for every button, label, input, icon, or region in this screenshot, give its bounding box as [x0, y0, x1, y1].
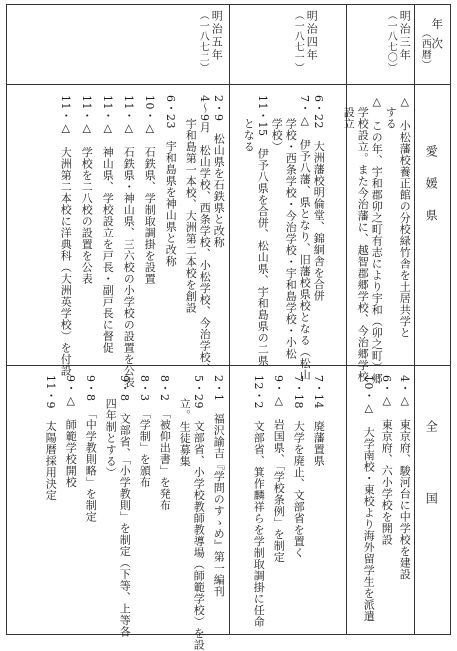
zenkoku-meiji5-line-9: 9・△ 師範学校開校	[64, 375, 78, 488]
era-meiji4-year: （一八七一）	[292, 10, 304, 73]
zenkoku-column-label: 全国	[424, 420, 439, 564]
ehime-meiji5-line-2: 4〜9月 松山学校、西条学校、小松学校、今治学校、	[198, 95, 212, 375]
ehime-meiji4-line-3: 学校・西条学校・今治学校・宇和島学校・小松	[284, 95, 298, 360]
divider-after-meiji4	[229, 4, 230, 635]
ehime-meiji3-line-4: 学校設立。また今治藩に、越智郡郷学校、今治郷学校	[356, 95, 370, 383]
zenkoku-meiji4-line-2: 7・18 大学を廃止、文部省を置く	[292, 375, 306, 559]
zenkoku-meiji3-line-2: 6・△ 東京府、六小学校を開設	[380, 375, 394, 546]
divider-ehime-zenkoku	[6, 365, 451, 366]
zenkoku-meiji5-line-7: 四年制とする）	[104, 375, 118, 479]
zenkoku-meiji5-line-2: 5・29 文部省、小学校教師教導場（師範学校）を設	[192, 375, 206, 651]
ehime-meiji5-line-7: 11・△ 神山県、学校設立を戸長・副戸長に督促	[101, 95, 115, 354]
divider-header-year	[414, 84, 451, 85]
ehime-meiji4-line-5: 11・15 伊予八県を合併、松山県、宇和島県の二県	[256, 95, 270, 367]
ehime-meiji3-line-2: する	[384, 95, 398, 130]
zenkoku-meiji5-line-6: 9・8 文部省、「小学教則」を制定（下等、上等各	[118, 375, 132, 638]
zenkoku-meiji5-line-4: 8・2 「被仰出書」を発布	[158, 375, 172, 511]
zenkoku-meiji5-line-3: 立。生徒募集	[178, 375, 192, 467]
frame-left	[6, 4, 7, 635]
era-meiji5-name: 明治五年	[210, 10, 224, 62]
era-meiji4-name: 明治四年	[305, 10, 319, 62]
ehime-meiji5-line-4: 6・23 宇和島県を神山県と改称	[164, 95, 178, 267]
year-header-label: 年次	[430, 18, 445, 57]
ehime-meiji5-line-6: 11・△ 石鉄県・神山県、三六校の小学校の設置を公表	[122, 95, 136, 388]
ehime-meiji3-line-3: △ この年、宇和郡卯之町有志により宇和（卯之町）郷	[370, 95, 384, 385]
divider-era-row	[6, 84, 415, 85]
zenkoku-meiji3-line-3: 10・△ 大学南校・東校より海外留学生を派遣	[362, 375, 376, 622]
seireki-label: （西暦）	[419, 28, 431, 70]
divider-after-header	[414, 4, 415, 635]
zenkoku-meiji4-line-1: 7・14 廃藩置県	[312, 375, 326, 467]
zenkoku-meiji3-line-1: 4・△ 東京府、駿河台に中学校を建設	[398, 375, 412, 580]
zenkoku-meiji4-line-3: 9・△ 岩国県、「学校条例」を制定	[272, 375, 286, 563]
zenkoku-meiji5-line-5: 8・3 「学制」を頒布	[138, 375, 152, 488]
ehime-meiji4-line-4: 学校）	[270, 95, 284, 153]
ehime-meiji3-line-5: 設立	[342, 95, 356, 130]
zenkoku-meiji5-line-1: 2・1 福沢諭吉『学問のすゝめ』第一編刊	[212, 375, 226, 597]
zenkoku-meiji5-line-8: 9・8 「中学教則略」を制定	[84, 375, 98, 523]
ehime-meiji5-line-1: 2・9 松山県を石鉄県と改称	[212, 95, 226, 248]
ehime-column-label: 愛媛県	[424, 145, 439, 241]
era-meiji5-year: （一八七二）	[197, 10, 209, 73]
ehime-meiji5-line-3: 宇和島第一本校、大洲第二本校を創設	[184, 95, 198, 314]
ehime-meiji4-line-1: 6・22 大洲藩校明倫堂、錦絅舎を合併	[312, 95, 326, 302]
era-meiji3-year: （一八七〇）	[385, 10, 397, 73]
ehime-meiji5-line-8: 11・△ 学校を二八校の設置を公表	[80, 95, 94, 285]
ehime-meiji3-line-1: △ 小松藩校養正館の分校緑竹舎を土居共学と	[398, 95, 412, 339]
ehime-meiji5-line-5: 10・△ 石鉄県、学制取調掛を設置	[143, 95, 157, 285]
era-meiji3-name: 明治三年	[398, 10, 412, 62]
zenkoku-meiji5-line-10: 11・9 太陽暦採用決定	[44, 375, 58, 501]
ehime-meiji5-line-9: 11・△ 大洲第二本校に洋典科（大洲英学校）を付設	[59, 95, 73, 377]
frame-right	[450, 4, 451, 635]
zenkoku-meiji4-line-4: 12・2 文部省、箕作麟祥らを学制取調掛に任命	[252, 375, 266, 628]
ehime-meiji4-line-6: となる	[242, 95, 256, 153]
ehime-meiji4-line-2: 7・△ 伊予八藩、県となり、旧藩校県校となる（松山	[298, 95, 312, 381]
